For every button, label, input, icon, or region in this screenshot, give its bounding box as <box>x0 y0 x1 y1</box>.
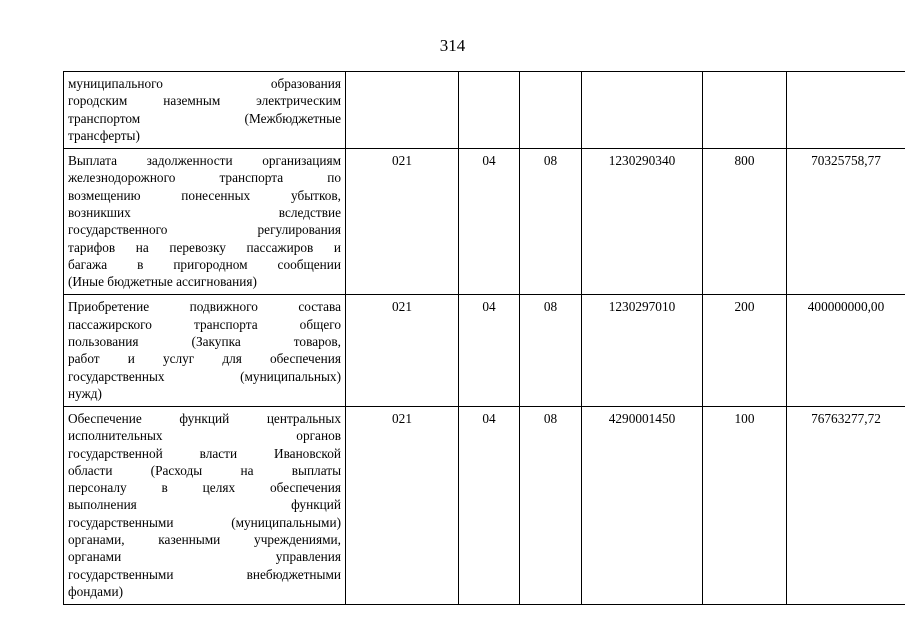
row-summa-cell: 70325758,77 <box>787 149 905 295</box>
row-name-cell <box>64 72 346 149</box>
row-razdel-cell: 04 <box>459 149 520 295</box>
row-name-line: городским наземным электрическим <box>68 93 341 109</box>
row-name-line: железнодорожного транспорта по <box>68 170 341 186</box>
row-name-cell <box>64 295 346 407</box>
row-name-line-last: нужд) <box>68 385 102 401</box>
row-name-line: выполнения функций <box>68 497 341 513</box>
budget-table <box>63 71 905 605</box>
row-name-cell <box>64 407 346 605</box>
row-summa-cell: 76763277,72 <box>787 407 905 605</box>
row-vid-rashodov-cell <box>703 72 787 149</box>
table-row <box>64 407 905 605</box>
row-vid-rashodov-cell: 200 <box>703 295 787 407</box>
row-name-line: персоналу в целях обеспечения <box>68 480 341 496</box>
row-celevaya-statya-cell: 4290001450 <box>582 407 703 605</box>
row-name-line-last: (Иные бюджетные ассигнования) <box>68 274 257 290</box>
table-row <box>64 295 905 407</box>
row-name-line: органами управления <box>68 549 341 565</box>
row-name-line: тарифов на перевозку пассажиров и <box>68 239 341 255</box>
row-celevaya-statya-cell <box>582 72 703 149</box>
row-celevaya-statya-cell: 1230290340 <box>582 149 703 295</box>
row-name-line-last: трансферты) <box>68 127 140 143</box>
row-celevaya-statya-cell: 1230297010 <box>582 295 703 407</box>
row-name-cell <box>64 149 346 295</box>
table-row <box>64 149 905 295</box>
row-name-line: пассажирского транспорта общего <box>68 316 341 332</box>
row-name-line: возникших вследствие <box>68 204 341 220</box>
row-vid-rashodov-cell: 100 <box>703 407 787 605</box>
row-name-line: Выплата задолженности организациям <box>68 153 341 169</box>
row-name-line: Приобретение подвижного состава <box>68 299 341 315</box>
row-name-line: Обеспечение функций центральных <box>68 411 341 427</box>
row-vedomstvo-cell: 021 <box>346 407 459 605</box>
row-razdel-cell <box>459 72 520 149</box>
row-name-line: государственных (муниципальных) <box>68 368 341 384</box>
row-summa-cell <box>787 72 905 149</box>
row-podrazdel-cell: 08 <box>520 295 582 407</box>
row-name-line: транспортом (Межбюджетные <box>68 110 341 126</box>
row-razdel-cell: 04 <box>459 295 520 407</box>
row-vid-rashodov-cell: 800 <box>703 149 787 295</box>
table-row <box>64 72 905 149</box>
row-name-line-last: фондами) <box>68 583 124 599</box>
row-summa-cell: 400000000,00 <box>787 295 905 407</box>
row-name-line: возмещению понесенных убытков, <box>68 187 341 203</box>
row-name-line: государственной власти Ивановской <box>68 445 341 461</box>
row-name-line: государственными (муниципальными) <box>68 514 341 530</box>
row-name-line: государственными внебюджетными <box>68 566 341 582</box>
row-name-line: муниципального образования <box>68 76 341 91</box>
row-name-line: работ и услуг для обеспечения <box>68 351 341 367</box>
row-name-line: исполнительных органов <box>68 428 341 444</box>
row-razdel-cell: 04 <box>459 407 520 605</box>
row-name-line: органами, казенными учреждениями, <box>68 532 341 548</box>
row-podrazdel-cell: 08 <box>520 407 582 605</box>
budget-table-body <box>64 72 905 605</box>
row-podrazdel-cell <box>520 72 582 149</box>
row-vedomstvo-cell: 021 <box>346 149 459 295</box>
row-name-line: области (Расходы на выплаты <box>68 462 341 478</box>
row-name-line: пользования (Закупка товаров, <box>68 333 341 349</box>
row-vedomstvo-cell <box>346 72 459 149</box>
page-number: 314 <box>439 36 466 55</box>
row-name-line: багажа в пригородном сообщении <box>68 256 341 272</box>
budget-table-container <box>63 71 885 605</box>
row-podrazdel-cell: 08 <box>520 149 582 295</box>
row-name-line: государственного регулирования <box>68 222 341 238</box>
row-vedomstvo-cell: 021 <box>346 295 459 407</box>
